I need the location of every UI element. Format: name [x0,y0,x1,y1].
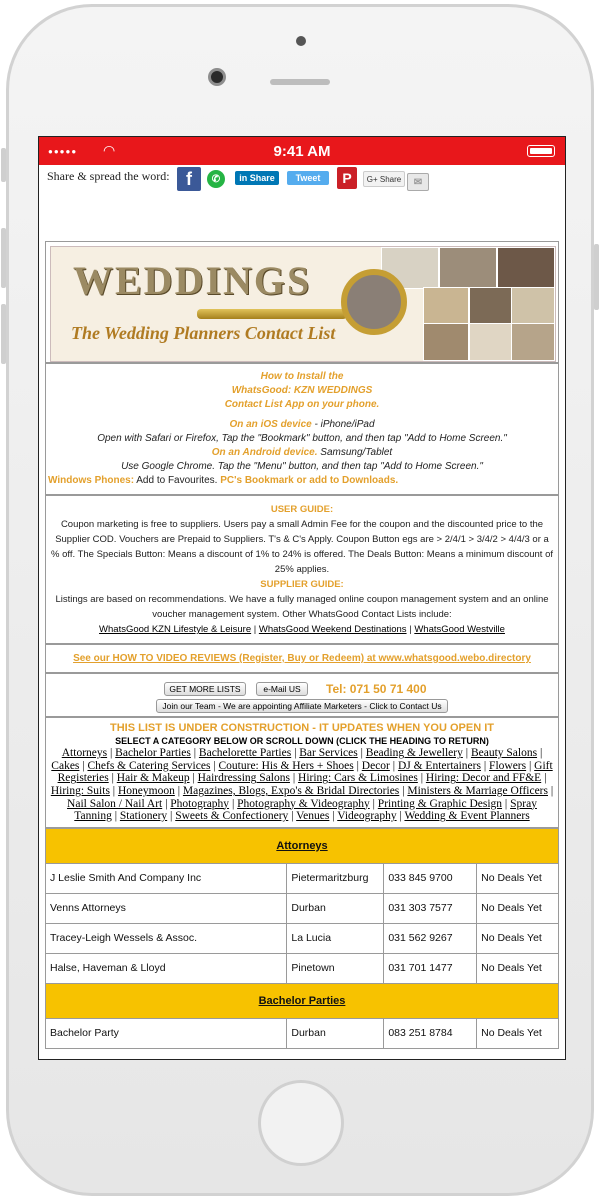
link-westville[interactable]: WhatsGood Westville [414,624,505,635]
install-instructions [45,363,559,495]
category-heading-row [46,983,559,1018]
table-row [46,863,559,893]
category-link[interactable]: Sweets & Confectionery [175,810,289,823]
category-link[interactable]: Honeymoon [117,784,175,797]
category-link[interactable]: Chefs & Catering Services [87,759,211,772]
join-team-button[interactable]: Join our Team - We are appointing Affiliate Marketers - Click to Contact Us [156,699,448,713]
table-row [46,893,559,923]
user-guide-section: USER GUIDE: Coupon marketing is free to suppliers. Users pay a small Admin Fee for the coupon and the discounted price to the Supplier COD. Vouchers are Prepaid to Suppliers. T's & C's Apply. Coupon Button egs are > 2/4/1 > 3/4/2 > 4/4/3 or a % off. The Specials Button: Means a discount of 1% to 24% is offered. The Deals Button: Means a minimum discount of 25% applies. SUPPLIER GUIDE: Listings are based on recommendations. We have a fully managed online coupon management system and an online voucher management system. Other WhatsGood Contact Lists include: WhatsGood KZN Lifestyle & Leisure | WhatsGood Weekend Destinations | WhatsGood Westville [45,495,559,644]
google-plus-share-button[interactable]: G+ Share [363,171,405,187]
banner-section [45,241,559,363]
listing-deals: No Deals Yet [477,923,559,953]
email-share-icon[interactable]: ✉ [407,173,429,191]
install-title-3: Contact List App on your phone. [224,399,380,410]
weddings-banner [50,246,556,362]
link-kzn-lifestyle[interactable]: WhatsGood KZN Lifestyle & Leisure [99,624,252,635]
listing-phone[interactable]: 031 303 7577 [384,893,477,923]
category-links: Attorneys | Bachelor Parties | Bachelorette Parties | Bar Services | Beading & Jewellery | Beauty Salons | Cakes | Chefs & Catering Services | Couture: His & Hers + Shoes | Decor | DJ & Entertainers | Flowers | Gift Registeries | Hair & Makeup | Hairdressing Salons | Hiring: Cars & Limosines | Hiring: Decor and FF&E | Hiring: Suits | Honeymoon | Magazines, Blogs, Expo's & Bridal Directories | Ministers & Marriage Officers | Nail Salon / Nail Art | Photography | Photography & Videography | Printing & Graphic Design | Spray Tanning | Stationery | Sweets & Confectionery | Venues | Videography | Wedding & Event Planners [50,747,554,823]
listing-deals: No Deals Yet [477,1018,559,1048]
power-button [594,244,599,310]
category-link[interactable]: Hairdressing Salons [197,772,290,785]
listing-location: Pinetown [287,953,384,983]
ios-heading: On an iOS device [229,419,312,430]
android-text: Use Google Chrome. Tap the "Menu" button, and then tap "Add to Home Screen." [121,461,483,472]
category-link[interactable]: DJ & Entertainers [397,759,481,772]
ios-device: - iPhone/iPad [311,419,375,430]
status-bar [39,137,565,165]
category-link[interactable]: Magazines, Blogs, Expo's & Bridal Directories [182,784,400,797]
user-guide-text: Coupon marketing is free to suppliers. Users pay a small Admin Fee for the coupon and the discounted price to the Supplier COD. Vouchers are Prepaid to Suppliers. T's & C's Apply. Coupon Button egs are > 2/4/1 > 3/4/2 > 4/4/3 or a % off. The Specials Button: Means a discount of 1% to 24% is offered. The Deals Button: Means a minimum discount of 25% applies. [50,519,553,575]
volume-up-button [1,228,6,288]
category-heading[interactable]: Attorneys [46,828,559,863]
listing-phone[interactable]: 031 562 9267 [384,923,477,953]
wifi-icon: ◠ [103,142,116,158]
category-link[interactable]: Flowers [489,759,527,772]
select-category-subheading: SELECT A CATEGORY BELOW OR SCROLL DOWN (CLICK THE HEADING TO RETURN) [115,735,489,746]
action-buttons [45,673,559,717]
listing-name: Venns Attorneys [46,893,287,923]
pinterest-share-icon[interactable]: P [337,167,357,189]
status-time: 9:41 AM [273,143,331,160]
share-label: Share & spread the word: [47,169,170,183]
supplier-guide-text: Listings are based on recommendations. We have a fully managed online coupon management system and an online voucher management system. Other WhatsGood Contact Lists include: [55,594,549,620]
category-link[interactable]: Photography & Videography [237,797,370,810]
install-title-1: How to Install the [260,371,344,382]
listing-location: Durban [287,1018,384,1048]
listing-location: Pietermaritzburg [287,863,384,893]
front-camera-icon [208,68,226,86]
android-heading: On an Android device. [211,447,318,458]
table-row [46,1018,559,1048]
category-link[interactable]: Hiring: Decor and FF&E [425,772,542,785]
category-link[interactable]: Hiring: Suits [50,784,110,797]
volume-down-button [1,304,6,364]
magnifier-icon [341,269,407,335]
category-link[interactable]: Couture: His & Hers + Shoes [218,759,354,772]
category-link[interactable]: Attorneys [61,747,108,760]
listing-phone[interactable]: 031 701 1477 [384,953,477,983]
ios-text: Open with Safari or Firefox, Tap the "Bookmark" button, and then tap "Add to Home Screen." [97,433,507,444]
whatsapp-share-icon[interactable]: ✆ [207,170,225,188]
email-us-button[interactable]: e-Mail US [256,682,308,696]
mute-switch [1,148,6,182]
category-link[interactable]: Printing & Graphic Design [377,797,503,810]
linkedin-share-button[interactable]: in Share [235,171,279,185]
category-link[interactable]: Photography [170,797,230,810]
category-link[interactable]: Venues [296,810,330,823]
listing-name: Tracey-Leigh Wessels & Assoc. [46,923,287,953]
install-title-2: WhatsGood: KZN WEDDINGS [231,385,373,396]
category-link[interactable]: Wedding & Event Planners [404,810,530,823]
page-content [45,241,559,1049]
category-heading-row [46,828,559,863]
facebook-share-icon[interactable]: f [177,167,201,191]
banner-title: WEDDINGS [73,258,312,303]
listing-deals: No Deals Yet [477,893,559,923]
category-link[interactable]: Hiring: Cars & Limosines [298,772,418,785]
category-link[interactable]: Nail Salon / Nail Art [67,797,163,810]
listing-name: Halse, Haveman & Lloyd [46,953,287,983]
windows-heading: Windows Phones: [48,475,135,486]
earpiece-speaker [270,79,330,85]
category-link[interactable]: Bar Services [299,747,358,760]
table-row [46,953,559,983]
construction-heading: THIS LIST IS UNDER CONSTRUCTION - IT UPDATES WHEN YOU OPEN IT [110,722,494,734]
signal-icon: ●●●●● [48,147,78,156]
listing-phone[interactable]: 083 251 8784 [384,1018,477,1048]
listings-table [45,828,559,1049]
category-link[interactable]: Decor [361,759,390,772]
battery-icon [527,145,555,157]
listing-deals: No Deals Yet [477,863,559,893]
category-link[interactable]: Videography [337,810,397,823]
category-link[interactable]: Stationery [119,810,168,823]
category-link[interactable]: Spray Tanning [74,797,537,823]
listing-location: La Lucia [287,923,384,953]
magnifier-handle [197,309,347,319]
top-camera-dot [296,36,306,46]
category-link[interactable]: Gift Registeries [57,759,553,785]
listing-name: Bachelor Party [46,1018,287,1048]
category-link[interactable]: Bachelor Parties [115,747,191,760]
category-link[interactable]: Beading & Jewellery [365,747,463,760]
listing-location: Durban [287,893,384,923]
listing-deals: No Deals Yet [477,953,559,983]
category-link[interactable]: Bachelorette Parties [198,747,292,760]
category-heading[interactable]: Bachelor Parties [46,983,559,1018]
category-link[interactable]: Hair & Makeup [116,772,190,785]
listing-phone[interactable]: 033 845 9700 [384,863,477,893]
category-link[interactable]: Beauty Salons [470,747,538,760]
category-link[interactable]: Cakes [51,759,80,772]
link-weekend-destinations[interactable]: WhatsGood Weekend Destinations [258,624,407,635]
get-more-lists-button[interactable]: GET MORE LISTS [164,682,246,696]
video-reviews-link[interactable]: See our HOW TO VIDEO REVIEWS (Register, Buy or Redeem) at www.whatsgood.webo.directory [45,644,559,673]
category-index [45,717,559,828]
windows-text: Add to Favourites. [134,475,221,486]
home-button[interactable] [258,1080,344,1166]
category-link[interactable]: Ministers & Marriage Officers [407,784,548,797]
banner-subtitle: The Wedding Planners Contact List [71,323,336,343]
user-guide-heading: USER GUIDE: [270,504,334,515]
supplier-guide-heading: SUPPLIER GUIDE: [260,579,344,590]
android-device: Samsung/Tablet [317,447,393,458]
listing-name: J Leslie Smith And Company Inc [46,863,287,893]
phone-screen [38,136,566,1060]
table-row [46,923,559,953]
telephone-number[interactable]: Tel: 071 50 71 400 [326,682,427,696]
twitter-tweet-button[interactable]: Tweet [287,171,329,185]
pc-text: PC's Bookmark or add to Downloads. [220,475,399,486]
